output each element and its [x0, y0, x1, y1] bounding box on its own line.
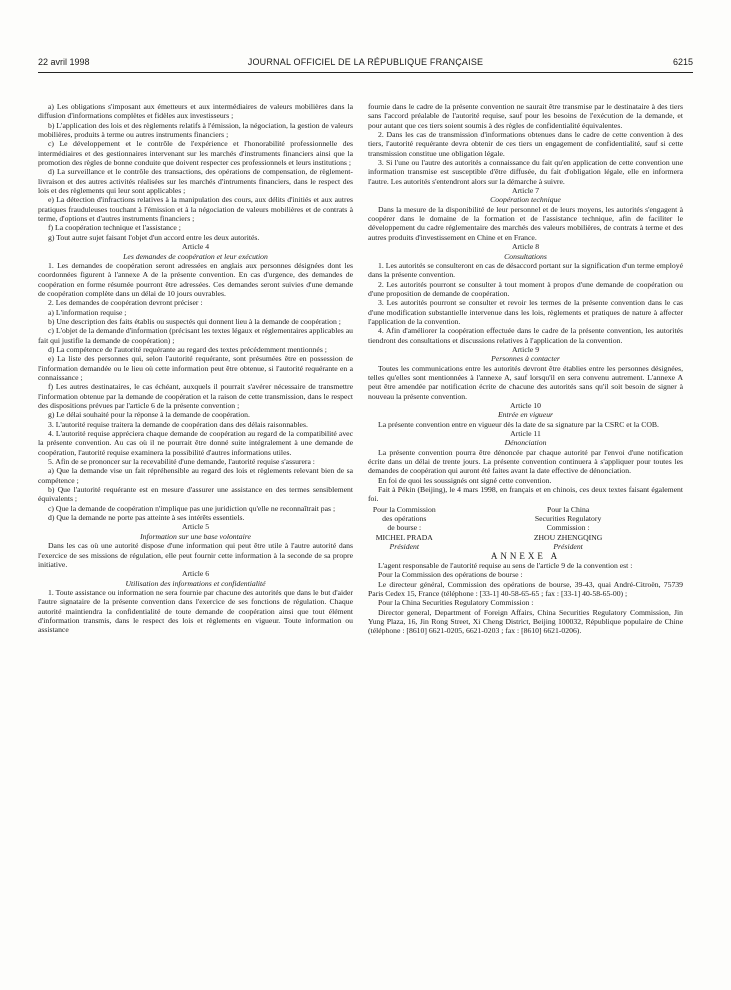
paragraph: 4. Afin d'améliorer la coopération effectuée dans le cadre de la présente convention, les autorités tiendront des consultations et discussions relatives à l'application de la convention. [368, 326, 683, 345]
paragraph: La présente convention pourra être dénoncée par chaque autorité par l'envoi d'une notification écrite dans un délai de trente jours. La présente convention continuera à s'appliquer pour toutes les demandes de coopération qui auront été faites avant la date effective de dénonciation. [368, 447, 683, 476]
paragraph: b) Que l'autorité requérante est en mesure d'assurer une assistance en des termes sensiblement équivalents ; [38, 485, 353, 504]
page-number: 6215 [672, 57, 693, 67]
paragraph: 4. L'autorité requise appréciera chaque demande de coopération au regard de la compatibilité avec la présente convention. Au cas où il ne pourrait être donné suite intégralement à une demande de coopération, l'autorité requise examinera la possibilité d'autres informations utiles. [38, 429, 353, 457]
article-heading: Article 9 [511, 344, 540, 354]
right-column [368, 102, 683, 636]
header-rule [38, 72, 693, 73]
paragraph: 2. Dans les cas de transmission d'informations obtenues dans le cadre de cette convention à des tiers, l'autorité requérante devra obtenir de ces tiers un engagement de confidentialité, sauf si cette transmission constitue une obligation légale. [368, 130, 683, 158]
paragraph: 2. Les demandes de coopération devront préciser : [48, 298, 203, 308]
article-heading: Article 7 [511, 186, 540, 196]
article-subheading: Coopération technique [490, 195, 561, 205]
paragraph: Le directeur général, Commission des opérations de bourse, 39-43, quai André-Citroën, 75739 Paris Cedex 15, France (téléphone : [33-1] 40-58-65-65 ; fax : [33-1] 40-58-65-00) ; [368, 579, 683, 598]
article-subheading: Les demandes de coopération et leur exécution [123, 251, 268, 261]
paragraph: a) L'information requise ; [48, 307, 127, 317]
article-subheading: Dénonciation [504, 438, 547, 448]
paragraph: b) Une description des faits établis ou suspectés qui donnent lieu à la demande de coopération ; [48, 316, 341, 326]
paragraph: En foi de quoi les soussignés ont signé cette convention. [378, 475, 552, 485]
paragraph: Pour la Commission des opérations de bourse : [378, 570, 523, 580]
article-heading: Article 11 [510, 429, 541, 439]
paragraph: g) Tout autre sujet faisant l'objet d'un accord entre les deux autorités. [48, 232, 260, 242]
signature-block [368, 505, 683, 552]
signatory-line: Commission : [546, 523, 590, 533]
paragraph: e) La liste des personnes qui, selon l'autorité requérante, sont présumées être en possession de l'information demandée ou le lieu où cette information peut être obtenue, si l'autorité requérante en a connaissance ; [38, 354, 353, 382]
article-heading: Article 10 [510, 401, 541, 410]
article-heading: Article 5 [181, 522, 210, 532]
paragraph: Toutes les communications entre les autorités devront être établies entre les personnes désignées, telles qu'elles sont mentionnées à l'annexe A, sauf lorsqu'il en sera convenu autrement. L'annexe A peut être amendée par notification écrite de chacune des autorités sans qu'il soit besoin de signer à nouveau la présente convention. [368, 363, 683, 401]
paragraph: 5. Afin de se prononcer sur la recevabilité d'une demande, l'autorité requise s'assurera : [48, 457, 315, 467]
article-subheading: Entrée en vigueur [497, 410, 554, 420]
paragraph: 3. Si l'une ou l'autre des autorités a connaissance du fait qu'en application de cette convention une information transmise est susceptible d'être diffusée, du fait d'obligation légale, elle en informera l'autre. Les autorités s'entendront alors sur la démarche à suivre. [368, 158, 683, 186]
paragraph: c) L'objet de la demande d'information (précisant les textes légaux et réglementaires applicables au fait qui justifie la demande de coopération) ; [38, 326, 353, 345]
paragraph: Fait à Pékin (Beijing), le 4 mars 1998, en français et en chinois, ces deux textes faisant également foi. [368, 485, 683, 504]
article-subheading: Consultations [504, 251, 547, 261]
article-subheading: Utilisation des informations et confidentialité [125, 578, 266, 588]
paragraph: b) L'application des lois et des règlements relatifs à l'émission, la négociation, la gestion de valeurs mobilières, produits à terme ou autres instruments financiers ; [38, 120, 353, 140]
header-date: 22 avril 1998 [38, 57, 90, 67]
signatory-line: des opérations [382, 514, 427, 524]
paragraph: 1. Toute assistance ou information ne sera fournie par chacune des autorités que dans le but d'aider l'autre signataire de la présente convention dans l'exercice de ses fonctions de régulation. Chaque autorité maintiendra la confidentialité de toute demande de coopération ainsi que tout élément d'information transmis, dans le respect des lois et règlements en vigueur. Toute information ou assistance [38, 587, 353, 635]
signatory-name: MICHEL PRADA [375, 532, 433, 542]
paragraph: d) La compétence de l'autorité requérante au regard des textes précédemment mentionnés ; [48, 344, 327, 354]
signatory-line: de bourse : [387, 523, 422, 533]
paragraph: e) La détection d'infractions relatives à la manipulation des cours, aux délits d'initiés et aux autres pratiques frauduleuses touchant à l'émission et à la négociation de valeurs mobilières et de contrats à terme, d'options et d'autres instruments financiers ; [38, 195, 353, 224]
signature-left [368, 505, 519, 552]
signatory-title: Président [389, 542, 420, 552]
paragraph: 3. Les autorités pourront se consulter et revoir les termes de la présente convention dans le cas d'une modification substantielle intervenue dans les lois, règlements et pratiques de nature à affecter l'application de la convention. [368, 298, 683, 326]
paragraph: 3. L'autorité requise traitera la demande de coopération dans des délais raisonnables. [48, 419, 308, 429]
article-subheading: Information sur une base volontaire [140, 531, 251, 541]
left-column [38, 102, 353, 635]
paragraph: g) Le délai souhaité pour la réponse à la demande de coopération. [48, 410, 250, 420]
paragraph: Dans la mesure de la disponibilité de leur personnel et de leurs moyens, les autorités s'engagent à coopérer dans le domaine de la formation et de l'assistance technique, afin de faciliter le développement du cadre réglementaire des marchés des valeurs mobilières, de contrats à terme et des autres produits d'investissement en Chine et en France. [368, 204, 683, 242]
paragraph: a) Les obligations s'imposant aux émetteurs et aux intermédiaires de valeurs mobilières dans la diffusion d'informations complètes et fidèles aux investisseurs ; [38, 102, 353, 121]
paragraph: Director general, Department of Foreign Affairs, China Securities Regulatory Commission, Jin Yung Plaza, 16, Jin Rong Street, Xi Cheng District, Beijing 100032, République populaire de Chine (téléphone : [8610] 6621-0205, 6621-0203 ; fax : [8610] 6621-0206). [368, 607, 683, 636]
article-heading: Article 6 [181, 569, 210, 579]
signature-right [532, 505, 683, 552]
article-subheading: Personnes à contacter [491, 354, 560, 364]
paragraph: Dans les cas où une autorité dispose d'une information qui peut être utile à l'autre autorité dans l'exercice de ses missions de régulation, elle peut fournir cette information à la seconde de sa propre initiative. [38, 541, 353, 569]
paragraph: f) La coopération technique et l'assistance ; [48, 223, 181, 233]
paragraph: a) Que la demande vise un fait répréhensible au regard des lois et règlements relevant bien de sa compétence ; [38, 466, 353, 485]
paragraph: f) Les autres destinataires, le cas échéant, auxquels il pourrait s'avérer nécessaire de transmettre l'information obtenue par la demande de coopération et la raison de cette transmission, dans le respect des dispositions prévues par l'article 6 de la présente convention ; [38, 382, 353, 410]
journal-title: JOURNAL OFFICIEL DE LA RÉPUBLIQUE FRANÇAISE [247, 57, 484, 67]
paragraph: c) Que la demande de coopération n'implique pas une juridiction qu'elle ne reconnaîtrait pas ; [48, 503, 336, 513]
paragraph: 1. Les demandes de coopération seront adressées en anglais aux personnes désignées dont les coordonnées figurent à l'annexe A de la présente convention. En cas d'urgence, des demandes de coopération en forme résumée pourront être adressées. Ces demandes seront suivies d'une demande de coopération complète dans un délai de 10 jours ouvrables. [38, 260, 353, 298]
paragraph: d) Que la demande ne porte pas atteinte à ses intérêts essentiels. [48, 513, 245, 523]
page-header [38, 57, 693, 71]
signatory-name: ZHOU ZHENGQING [533, 532, 603, 542]
paragraph: 2. Les autorités pourront se consulter à tout moment à propos d'une demande de coopération ou d'une proposition de demande de coopération. [368, 279, 683, 298]
paragraph: Pour la China Securities Regulatory Commission : [378, 598, 534, 608]
signatory-line: Pour la China [546, 504, 590, 514]
signatory-title: Président [553, 542, 583, 552]
paragraph: c) Le développement et le contrôle de l'expérience et l'honorabilité professionnelle des intermédiaires et des gestionnaires intervenant sur les marchés d'instruments financiers ainsi que la promotion des règles de bonne conduite que doivent respecter ces professionnels et leurs institutions ; [38, 139, 353, 168]
paragraph: 1. Les autorités se consulteront en cas de désaccord portant sur la signification d'un terme employé dans la présente convention. [368, 260, 683, 280]
signatory-line: Securities Regulatory [534, 514, 602, 524]
annex-heading: ANNEXE A [490, 550, 561, 561]
paragraph: La présente convention entre en vigueur dès la date de sa signature par la CSRC et la COB. [378, 419, 659, 429]
paragraph: fournie dans le cadre de la présente convention ne saurait être transmise par le destinataire à des tiers sans l'accord préalable de l'autorité requise, sauf pour les besoins de l'exécution de la demande, et pour autant que ces tiers soient soumis à des règles de confidentialité équivalentes. [368, 102, 683, 130]
paragraph: d) La surveillance et le contrôle des transactions, des opérations de compensation, de règlement-livraison et des autres activités réalisées sur les marchés d'intruments financiers, dans le respect des lois et des règlements qui leur sont applicables ; [38, 167, 353, 196]
article-heading: Article 8 [511, 242, 540, 252]
paragraph: L'agent responsable de l'autorité requise au sens de l'article 9 de la convention est : [378, 560, 633, 570]
article-heading: Article 4 [181, 242, 210, 252]
signatory-line: Pour la Commission [372, 504, 436, 514]
